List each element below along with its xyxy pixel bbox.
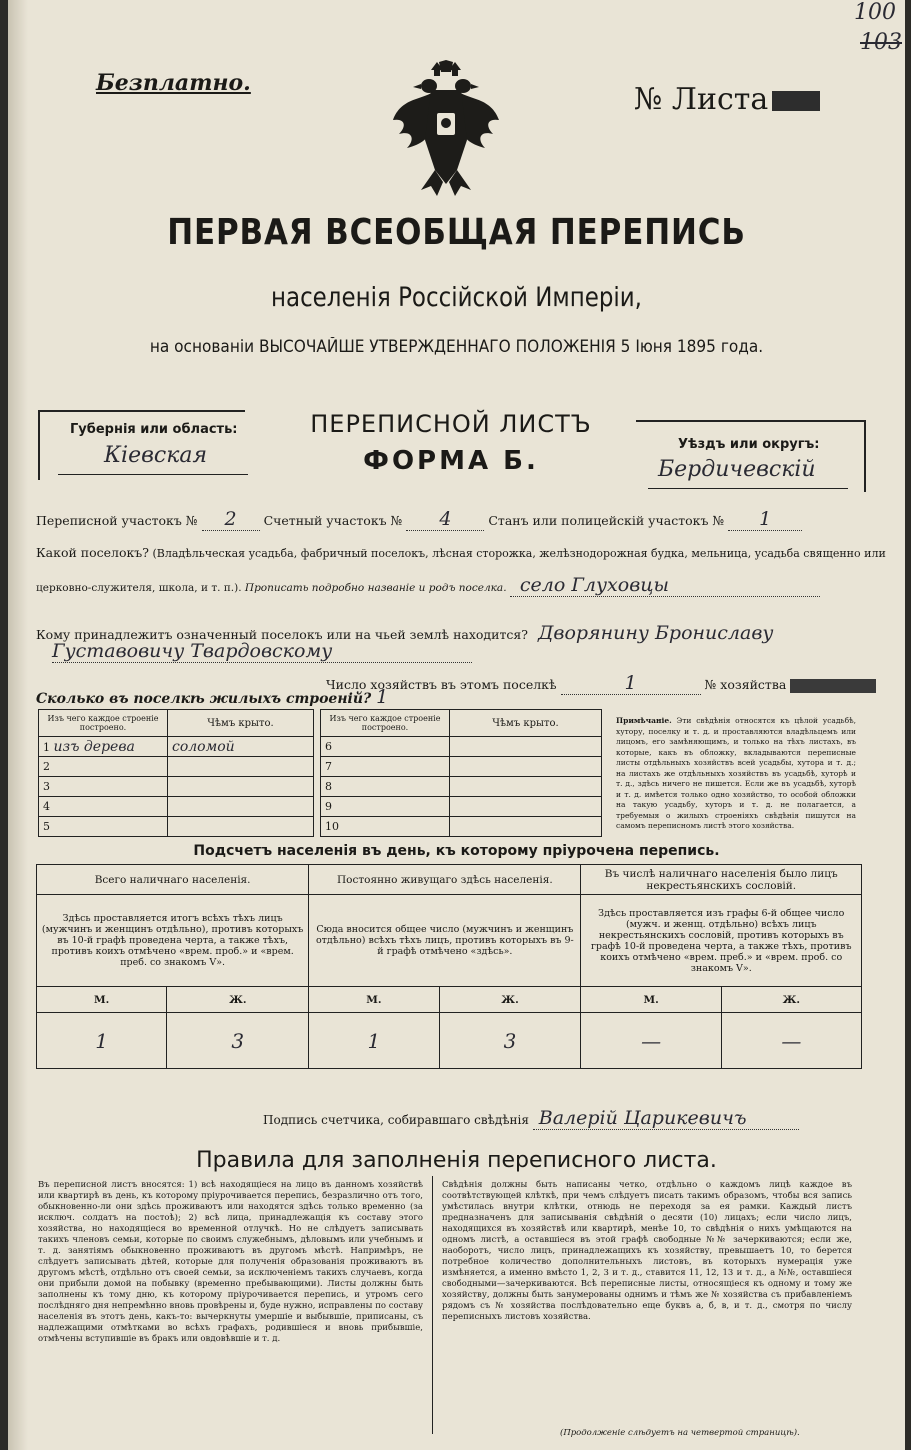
rules-continued: (Продолженіе слѣдуетъ на четвертой страницѣ). [560, 1428, 800, 1438]
poselok-row-2 [36, 574, 820, 597]
redacted-box [772, 91, 820, 111]
perepisnoy-uchastok-label: Переписной участокъ № [36, 513, 198, 528]
schetny-uchastok-value: 4 [406, 508, 484, 531]
sheet-number [634, 82, 820, 117]
owner-label: Кому принадлежитъ означенный поселокъ или на чьей землѣ находится? [36, 627, 528, 642]
table-row: 6 [321, 737, 602, 757]
rules-left-column: Въ переписной листъ вносятся: 1) всѣ находящіеся на лицо въ данномъ хозяйствѣ или квартирѣ въ день, къ которому пріурочивается перепись, безразлично отъ того, обыкновенно-ли они здѣсь проживаютъ или находятся здѣсь только временно (за исключ. солдатъ на постоѣ); 2) всѣ лица, принадлежащія къ составу этого хозяйства, но находящіеся во временной отлучкѣ. Но не слѣдуетъ записывать такихъ членовъ семьи, которые по своимъ служебнымъ, дѣловымъ или учебнымъ и т. д. занятіямъ обыкновенно проживаютъ въ другомъ мѣстѣ. Напримѣръ, не слѣдуетъ записывать дѣтей, которые для полученія образованія проживаютъ въ другомъ мѣстѣ, отдѣльно отъ своей семьи, за исключеніемъ такихъ случаевъ, когда они прибыли домой на побывку (временно пребывающими). Листы должны быть заполнены къ тому дню, къ которому пріурочивается перепись, и утромъ сего послѣдняго дня непремѣнно вновь провѣрены и, буде нужно, исправлены по составу населенія въ этотъ день, какъ-то: вычеркнуты умершіе и выбывшіе, приписаны, съ надлежащими отмѣтками во всѣхъ графахъ, родившіеся и вновь прибывшіе, отмѣчены вступившіе въ бракъ или овдовѣвшіе и т. д. [38, 1180, 423, 1344]
table-row: 7 [321, 757, 602, 777]
buildings-table-right [320, 709, 602, 837]
poselok-hint-1: (Владѣльческая усадьба, фабричный поселокъ, лѣсная сторожка, желѣзнодорожная будка, мельница, усадьба священно или [152, 547, 886, 560]
households-label: Число хозяйствъ въ этомъ поселкѣ [326, 677, 557, 692]
m-header: М. [309, 987, 439, 1013]
rules-divider [432, 1176, 433, 1434]
poselok-value: село Глуховцы [510, 574, 820, 597]
col2-head: Постоянно живущаго здѣсь населенія. [309, 865, 581, 895]
material-value: изъ дерева [53, 738, 135, 755]
stan-label: Станъ или полицейскій участокъ № [488, 513, 725, 528]
stan-value: 1 [728, 508, 802, 531]
table-row: 3 [39, 777, 314, 797]
noble-m-value: — [581, 1013, 721, 1069]
household-no-label: № хозяйства [704, 677, 787, 692]
uezd-value: Бердичевскій [658, 457, 816, 482]
rules-right-column: Свѣдѣнія должны быть написаны четко, отдѣльно о каждомъ лицѣ каждое въ соотвѣтствующей клѣткѣ, при чемъ слѣдуетъ писать такимъ образомъ, чтобы вся запись умѣстилась внутри клѣтки, отнюдь не переходя за ея рамки. Каждый листъ предназначенъ для записыванія свѣдѣній о десяти (10) лицахъ; если число лицъ, находящихся въ хозяйствѣ или квартирѣ, менѣе 10, то свѣдѣнія о нихъ умѣщаются на одномъ листѣ, а оставшіеся въ этой графѣ свободные №№ зачеркиваются; если же, наоборотъ, число лицъ, принадлежащихъ къ хозяйству, превышаетъ 10, то берется потребное количество дополнительныхъ листовъ, въ которыхъ нумерація уже измѣняется, а именно вмѣсто 1, 2, 3 и т. д., ставится 11, 12, 13 и т. д., а №№, оставшіеся свободными—зачеркиваются. Всѣ переписные листы, относящіеся къ одному и тому же хозяйству, должны быть занумерованы однимъ и тѣмъ же № хозяйства съ прибавленіемъ рядомъ съ № хозяйства послѣдовательно еще буквъ а, б, в, и т. д., смотря по числу переписныхъ листовъ хозяйства. [442, 1180, 852, 1322]
perepisnoy-uchastok-value: 2 [202, 508, 260, 531]
table-row: 8 [321, 777, 602, 797]
note-block [616, 716, 856, 832]
signature-value: Валерій Царикевичъ [533, 1107, 799, 1130]
uezd-label: Уѣздъ или округъ: [678, 437, 820, 452]
m-header: М. [581, 987, 721, 1013]
uchastok-row [36, 508, 802, 531]
zh-header: Ж. [721, 987, 861, 1013]
free-label: Безплатно. [96, 70, 251, 96]
buildings-label: Сколько въ поселкѣ жилыхъ строеній? [36, 691, 372, 707]
rules-title: Правила для заполненія переписного листа. [196, 1148, 717, 1173]
note-head: Примѣчаніе. [616, 716, 672, 725]
poselok-hint-2: церковно-служителя, школа, и т. п.). [36, 582, 242, 594]
household-no-redacted [790, 679, 876, 693]
uezd-underline [648, 488, 848, 489]
buildings-material-header: Изъ чего каждое строеніе построено. [39, 710, 168, 737]
table-row: 2 [39, 757, 314, 777]
poselok-row [36, 545, 886, 560]
note-text: Эти свѣдѣнія относятся къ цѣлой усадьбѣ, хутору, поселку и т. д. и проставляются владѣльцемъ или лицомъ, его замѣняющимъ, и только на тѣхъ листахъ, въ которые, какъ въ обложку, вкладываются переписные листы отдѣльныхъ хозяйствъ всей усадьбы, хутора и т. д.; на листахъ же отдѣльныхъ хозяйствъ въ усадьбѣ, хуторѣ и т. д., здѣсь ничего не пишется. Если же въ усадьбѣ, хуторѣ и т. д. имѣется только одно хозяйство, то особой обложки на такую усадьбу, хуторъ и т. д. не полагается, а требуемыя о жилыхъ строеніяхъ свѣдѣнія пишутся на самомъ переписномъ листѣ этого хозяйства. [616, 716, 856, 830]
gubernia-underline [58, 474, 248, 475]
zh-header: Ж. [439, 987, 581, 1013]
archive-number-2: 103 [860, 30, 902, 55]
census-basis: на основаніи ВЫСОЧАЙШЕ УТВЕРЖДЕННАГО ПОЛОЖЕНІЯ 5 Іюня 1895 года. [149, 337, 764, 356]
noble-zh-value: — [721, 1013, 861, 1069]
double-headed-eagle-icon [391, 60, 501, 200]
zh-header: Ж. [167, 987, 309, 1013]
buildings-row [36, 686, 388, 708]
table-row: 5 [39, 817, 314, 837]
archive-number-1: 100 [854, 0, 896, 25]
census-title: ПЕРВАЯ ВСЕОБЩАЯ ПЕРЕПИСЬ [167, 212, 746, 253]
buildings-material-header-2: Изъ чего каждое строеніе построено. [321, 710, 450, 737]
total-m-value: 1 [37, 1013, 167, 1069]
signature-label: Подпись счетчика, собиравшаго свѣдѣнія [263, 1113, 529, 1127]
census-subtitle: населенія Россійской Имперіи, [271, 282, 642, 313]
buildings-value: 1 [376, 686, 389, 708]
signature-row [263, 1107, 799, 1130]
col2-desc: Сюда вносится общее число (мужчинъ и женщинъ отдѣльно) всѣхъ тѣхъ лицъ, противъ которыхъ въ 9-й графѣ отмѣчено «здѣсь». [309, 895, 581, 987]
m-header: М. [37, 987, 167, 1013]
table-row: 4 [39, 797, 314, 817]
col1-head: Всего наличнаго населенія. [37, 865, 309, 895]
roof-value: соломой [168, 737, 314, 757]
permanent-m-value: 1 [309, 1013, 439, 1069]
total-zh-value: 3 [167, 1013, 309, 1069]
households-value: 1 [561, 672, 701, 695]
col1-desc: Здѣсь проставляется итогъ всѣхъ тѣхъ лицъ (мужчинъ и женщинъ отдѣльно), противъ которыхъ въ 10-й графѣ проведена черта, а также тѣхъ, противъ коихъ отмѣчено «врем. проб.» и «врем. преб. со знакомъ V». [37, 895, 309, 987]
table-row: 9 [321, 797, 602, 817]
owner-value-2: Густавовичу Твардовскому [52, 640, 472, 663]
col3-head: Въ числѣ наличнаго населенія было лицъ некрестьянскихъ сословій. [581, 865, 862, 895]
population-title: Подсчетъ населенія въ день, къ которому пріурочена перепись. [193, 843, 720, 859]
table-row: 1 изъ дерева соломой [39, 737, 314, 757]
gubernia-value: Кіевская [104, 443, 208, 468]
poselok-hint-italic: Прописать подробно названіе и родъ поселка. [244, 582, 507, 594]
form-name: ПЕРЕПИСНОЙ ЛИСТЪ [310, 410, 592, 438]
households-row [326, 672, 876, 695]
gubernia-label: Губернія или область: [70, 422, 238, 437]
buildings-table-left [38, 709, 314, 837]
schetny-uchastok-label: Счетный участокъ № [263, 513, 403, 528]
population-table [36, 864, 862, 1069]
census-sheet [8, 0, 905, 1450]
buildings-roof-header: Чѣмъ крыто. [168, 710, 314, 737]
table-row: 10 [321, 817, 602, 837]
sheet-number-label: № Листа [634, 82, 769, 117]
buildings-roof-header-2: Чѣмъ крыто. [450, 710, 602, 737]
permanent-zh-value: 3 [439, 1013, 581, 1069]
owner-value-1: Дворянину Брониславу [537, 622, 774, 644]
poselok-label: Какой поселокъ? [36, 545, 149, 560]
col3-desc: Здѣсь проставляется изъ графы 6-й общее число (мужч. и женщ. отдѣльно) всѣхъ лицъ некрестьянскихъ сословій, противъ которыхъ въ графѣ 10-й проведена черта, а также тѣхъ, противъ коихъ отмѣчено «врем. преб.» и «врем. проб. со знакомъ V». [581, 895, 862, 987]
form-letter: ФОРМА Б. [363, 446, 539, 476]
page-edge [8, 0, 28, 1450]
